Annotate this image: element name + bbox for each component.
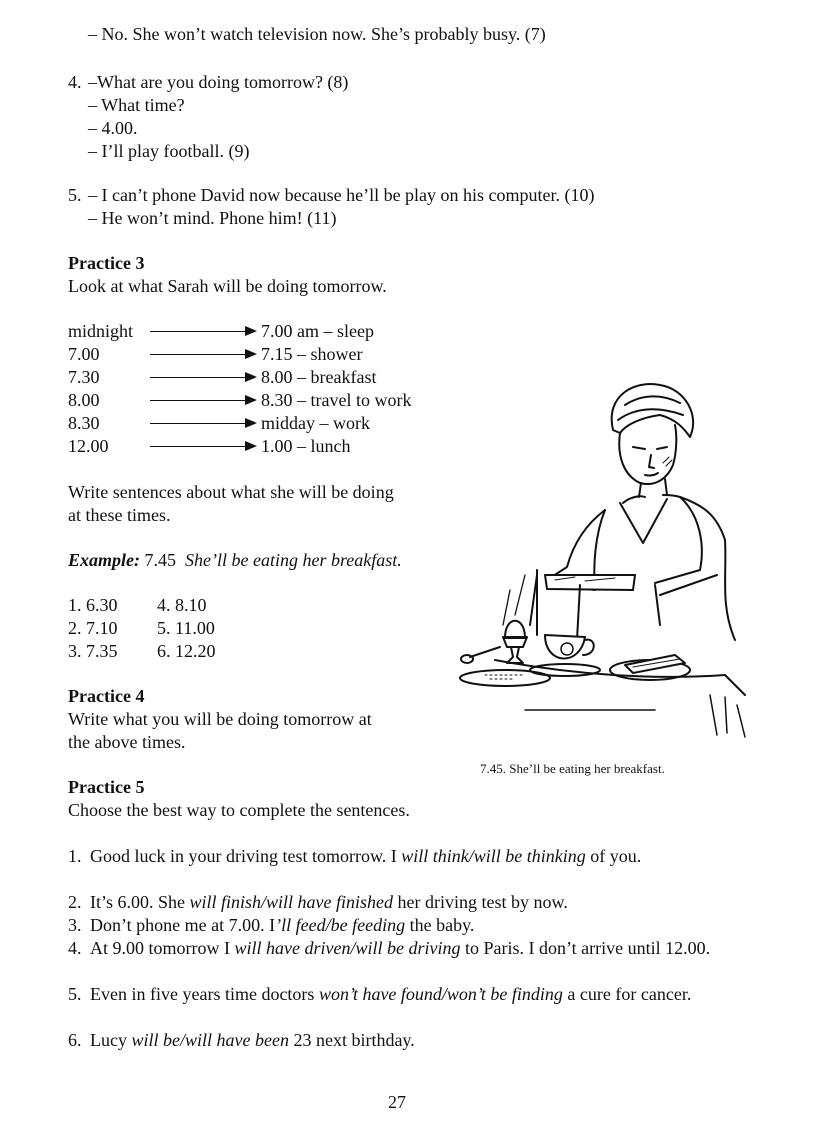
time-item: 3. 7.35 bbox=[68, 641, 118, 661]
item-text: the baby. bbox=[405, 915, 475, 935]
item-text: At 9.00 tomorrow I bbox=[90, 938, 235, 958]
practice5-item bbox=[68, 891, 758, 914]
schedule-time: 8.00 bbox=[68, 390, 100, 410]
item-options: will think/will be thinking bbox=[401, 846, 586, 866]
schedule-row bbox=[68, 412, 468, 435]
schedule-row bbox=[68, 320, 468, 343]
practice3-write-line: Write sentences about what she will be doing bbox=[68, 482, 394, 502]
practice3-example bbox=[68, 549, 402, 572]
item-options: ’ll feed/be feeding bbox=[275, 915, 406, 935]
item-text: to Paris. I don’t arrive until 12.00. bbox=[460, 938, 711, 958]
arrow-icon bbox=[150, 354, 255, 355]
item-text: Lucy bbox=[90, 1030, 132, 1050]
schedule-time: 8.30 bbox=[68, 413, 100, 433]
dialog-item4-line: – 4.00. bbox=[88, 118, 138, 138]
example-time: 7.45 bbox=[144, 550, 176, 570]
woman-breakfast-illustration bbox=[455, 375, 760, 750]
dialog-item4-line: – I’ll play football. (9) bbox=[88, 141, 250, 161]
dialog-item4-line: –What are you doing tomorrow? (8) bbox=[88, 72, 349, 92]
schedule-time: 12.00 bbox=[68, 436, 109, 456]
example-sentence: She’ll be eating her breakfast. bbox=[185, 550, 402, 570]
illustration-caption: 7.45. She’ll be eating her breakfast. bbox=[480, 761, 665, 776]
dialog-line-intro: – No. She won’t watch television now. She’s probably busy. (7) bbox=[88, 24, 546, 44]
practice5-item bbox=[68, 845, 758, 868]
item-number: 6. bbox=[68, 1030, 82, 1050]
item-options: will be/will have been bbox=[131, 1030, 289, 1050]
schedule-row bbox=[68, 389, 468, 412]
schedule-time: 7.00 bbox=[68, 344, 100, 364]
practice5-item bbox=[68, 914, 758, 937]
schedule-time: midnight bbox=[68, 321, 134, 341]
time-item: 5. 11.00 bbox=[157, 618, 215, 638]
practice4-line: the above times. bbox=[68, 732, 186, 752]
time-item: 6. 12.20 bbox=[157, 641, 216, 661]
dialog-item4-number: 4. bbox=[68, 72, 82, 92]
schedule-row bbox=[68, 343, 468, 366]
practice5-item bbox=[68, 1029, 758, 1052]
item-text: her driving test by now. bbox=[393, 892, 568, 912]
dialog-item5-line: – I can’t phone David now because he’ll be play on his computer. (10) bbox=[88, 185, 595, 205]
item-text: Good luck in your driving test tomorrow. I bbox=[90, 846, 402, 866]
arrow-icon bbox=[150, 400, 255, 401]
practice4-line: Write what you will be doing tomorrow at bbox=[68, 709, 372, 729]
dialog-item4-line: – What time? bbox=[88, 95, 185, 115]
item-options: will finish/will have finished bbox=[189, 892, 394, 912]
schedule-activity: 1.00 – lunch bbox=[261, 436, 351, 456]
item-text: a cure for cancer. bbox=[562, 984, 692, 1004]
schedule-row bbox=[68, 366, 468, 389]
arrow-icon bbox=[150, 446, 255, 447]
arrow-icon bbox=[150, 423, 255, 424]
item-options: won’t have found/won’t be finding bbox=[318, 984, 563, 1004]
practice3-heading: Practice 3 bbox=[68, 253, 145, 273]
item-text: 23 next birthday. bbox=[288, 1030, 415, 1050]
practice4-heading: Practice 4 bbox=[68, 686, 145, 706]
schedule-activity: 7.15 – shower bbox=[261, 344, 363, 364]
time-item: 1. 6.30 bbox=[68, 595, 118, 615]
schedule-activity: 8.30 – travel to work bbox=[261, 390, 412, 410]
example-label: Example: bbox=[68, 550, 140, 570]
schedule-activity: midday – work bbox=[261, 413, 370, 433]
time-item: 4. 8.10 bbox=[157, 595, 207, 615]
schedule-time: 7.30 bbox=[68, 367, 100, 387]
practice5-item bbox=[68, 983, 758, 1006]
practice5-item bbox=[68, 937, 758, 960]
time-item: 2. 7.10 bbox=[68, 618, 118, 638]
dialog-item5-line: – He won’t mind. Phone him! (11) bbox=[88, 208, 337, 228]
schedule-activity: 7.00 am – sleep bbox=[261, 321, 374, 341]
arrow-icon bbox=[150, 331, 255, 332]
schedule-activity: 8.00 – breakfast bbox=[261, 367, 377, 387]
item-number: 2. bbox=[68, 892, 82, 912]
schedule-row bbox=[68, 435, 468, 458]
practice3-instruction: Look at what Sarah will be doing tomorrow. bbox=[68, 276, 387, 296]
arrow-icon bbox=[150, 377, 255, 378]
item-text: of you. bbox=[585, 846, 642, 866]
item-number: 5. bbox=[68, 984, 82, 1004]
practice5-heading: Practice 5 bbox=[68, 777, 145, 797]
item-options: will have driven/will be driving bbox=[234, 938, 461, 958]
item-text: It’s 6.00. She bbox=[90, 892, 190, 912]
page-number: 27 bbox=[388, 1092, 406, 1112]
item-number: 1. bbox=[68, 846, 82, 866]
item-text: Even in five years time doctors bbox=[90, 984, 319, 1004]
item-text: Don’t phone me at 7.00. I bbox=[90, 915, 276, 935]
item-number: 3. bbox=[68, 915, 82, 935]
item-number: 4. bbox=[68, 938, 82, 958]
practice5-instruction: Choose the best way to complete the sentences. bbox=[68, 800, 410, 820]
dialog-item5-number: 5. bbox=[68, 185, 82, 205]
practice3-write-line: at these times. bbox=[68, 505, 171, 525]
